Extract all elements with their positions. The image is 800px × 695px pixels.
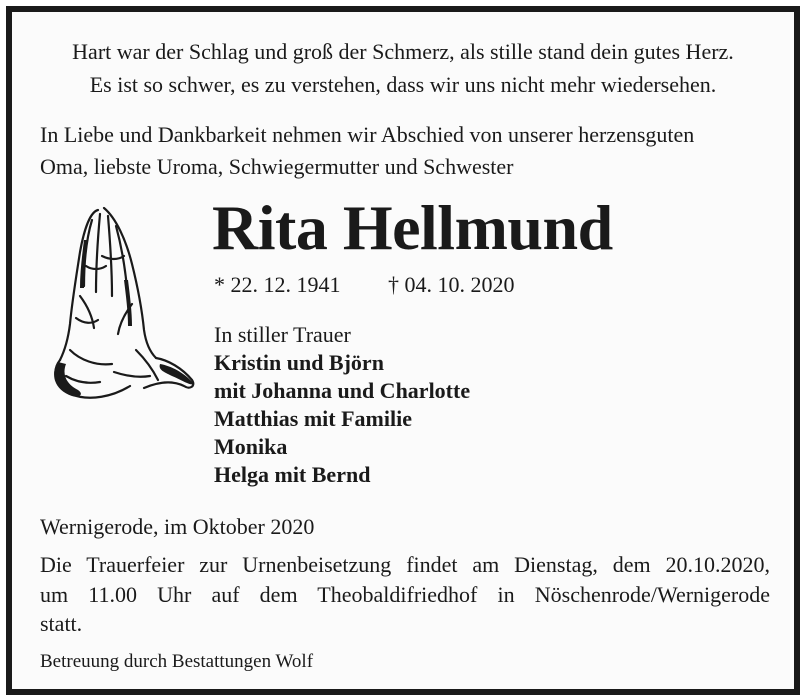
birth-date: * 22. 12. 1941 [214,272,341,297]
mourner-name: Kristin und Björn [214,350,384,375]
obituary-card [6,6,800,695]
death-date: † 04. 10. 2020 [388,272,515,297]
ceremony-line-3: statt. [40,611,83,636]
place-date: Wernigerode, im Oktober 2020 [40,514,315,539]
mourner-name: mit Johanna und Charlotte [214,378,471,403]
mourner-name: Matthias mit Familie [214,406,412,431]
mourners-heading: In stiller Trauer [214,322,351,347]
mourner-name: Monika [214,434,288,459]
ceremony-line-2: um 11.00 Uhr auf dem Theobaldifriedhof in Nöschenrode/Wernigerode [40,582,770,607]
undertaker-note: Betreuung durch Bestattungen Wolf [40,651,314,672]
poem-line-2: Es ist so schwer, es zu verstehen, dass wir uns nicht mehr wiedersehen. [89,72,717,97]
mourner-name: Helga mit Bernd [214,462,371,487]
intro-line-1: In Liebe und Dankbarkeit nehmen wir Abschied von unserer herzensguten [40,122,695,147]
poem-line-1: Hart war der Schlag und groß der Schmerz, als stille stand dein gutes Herz. [72,39,734,64]
intro-line-2: Oma, liebste Uroma, Schwiegermutter und Schwester [40,154,514,179]
praying-hands-icon [40,200,200,405]
deceased-name: Rita Hellmund [212,192,613,263]
ceremony-line-1: Die Trauerfeier zur Urnenbeisetzung findet am Dienstag, dem 20.10.2020, [40,552,770,577]
